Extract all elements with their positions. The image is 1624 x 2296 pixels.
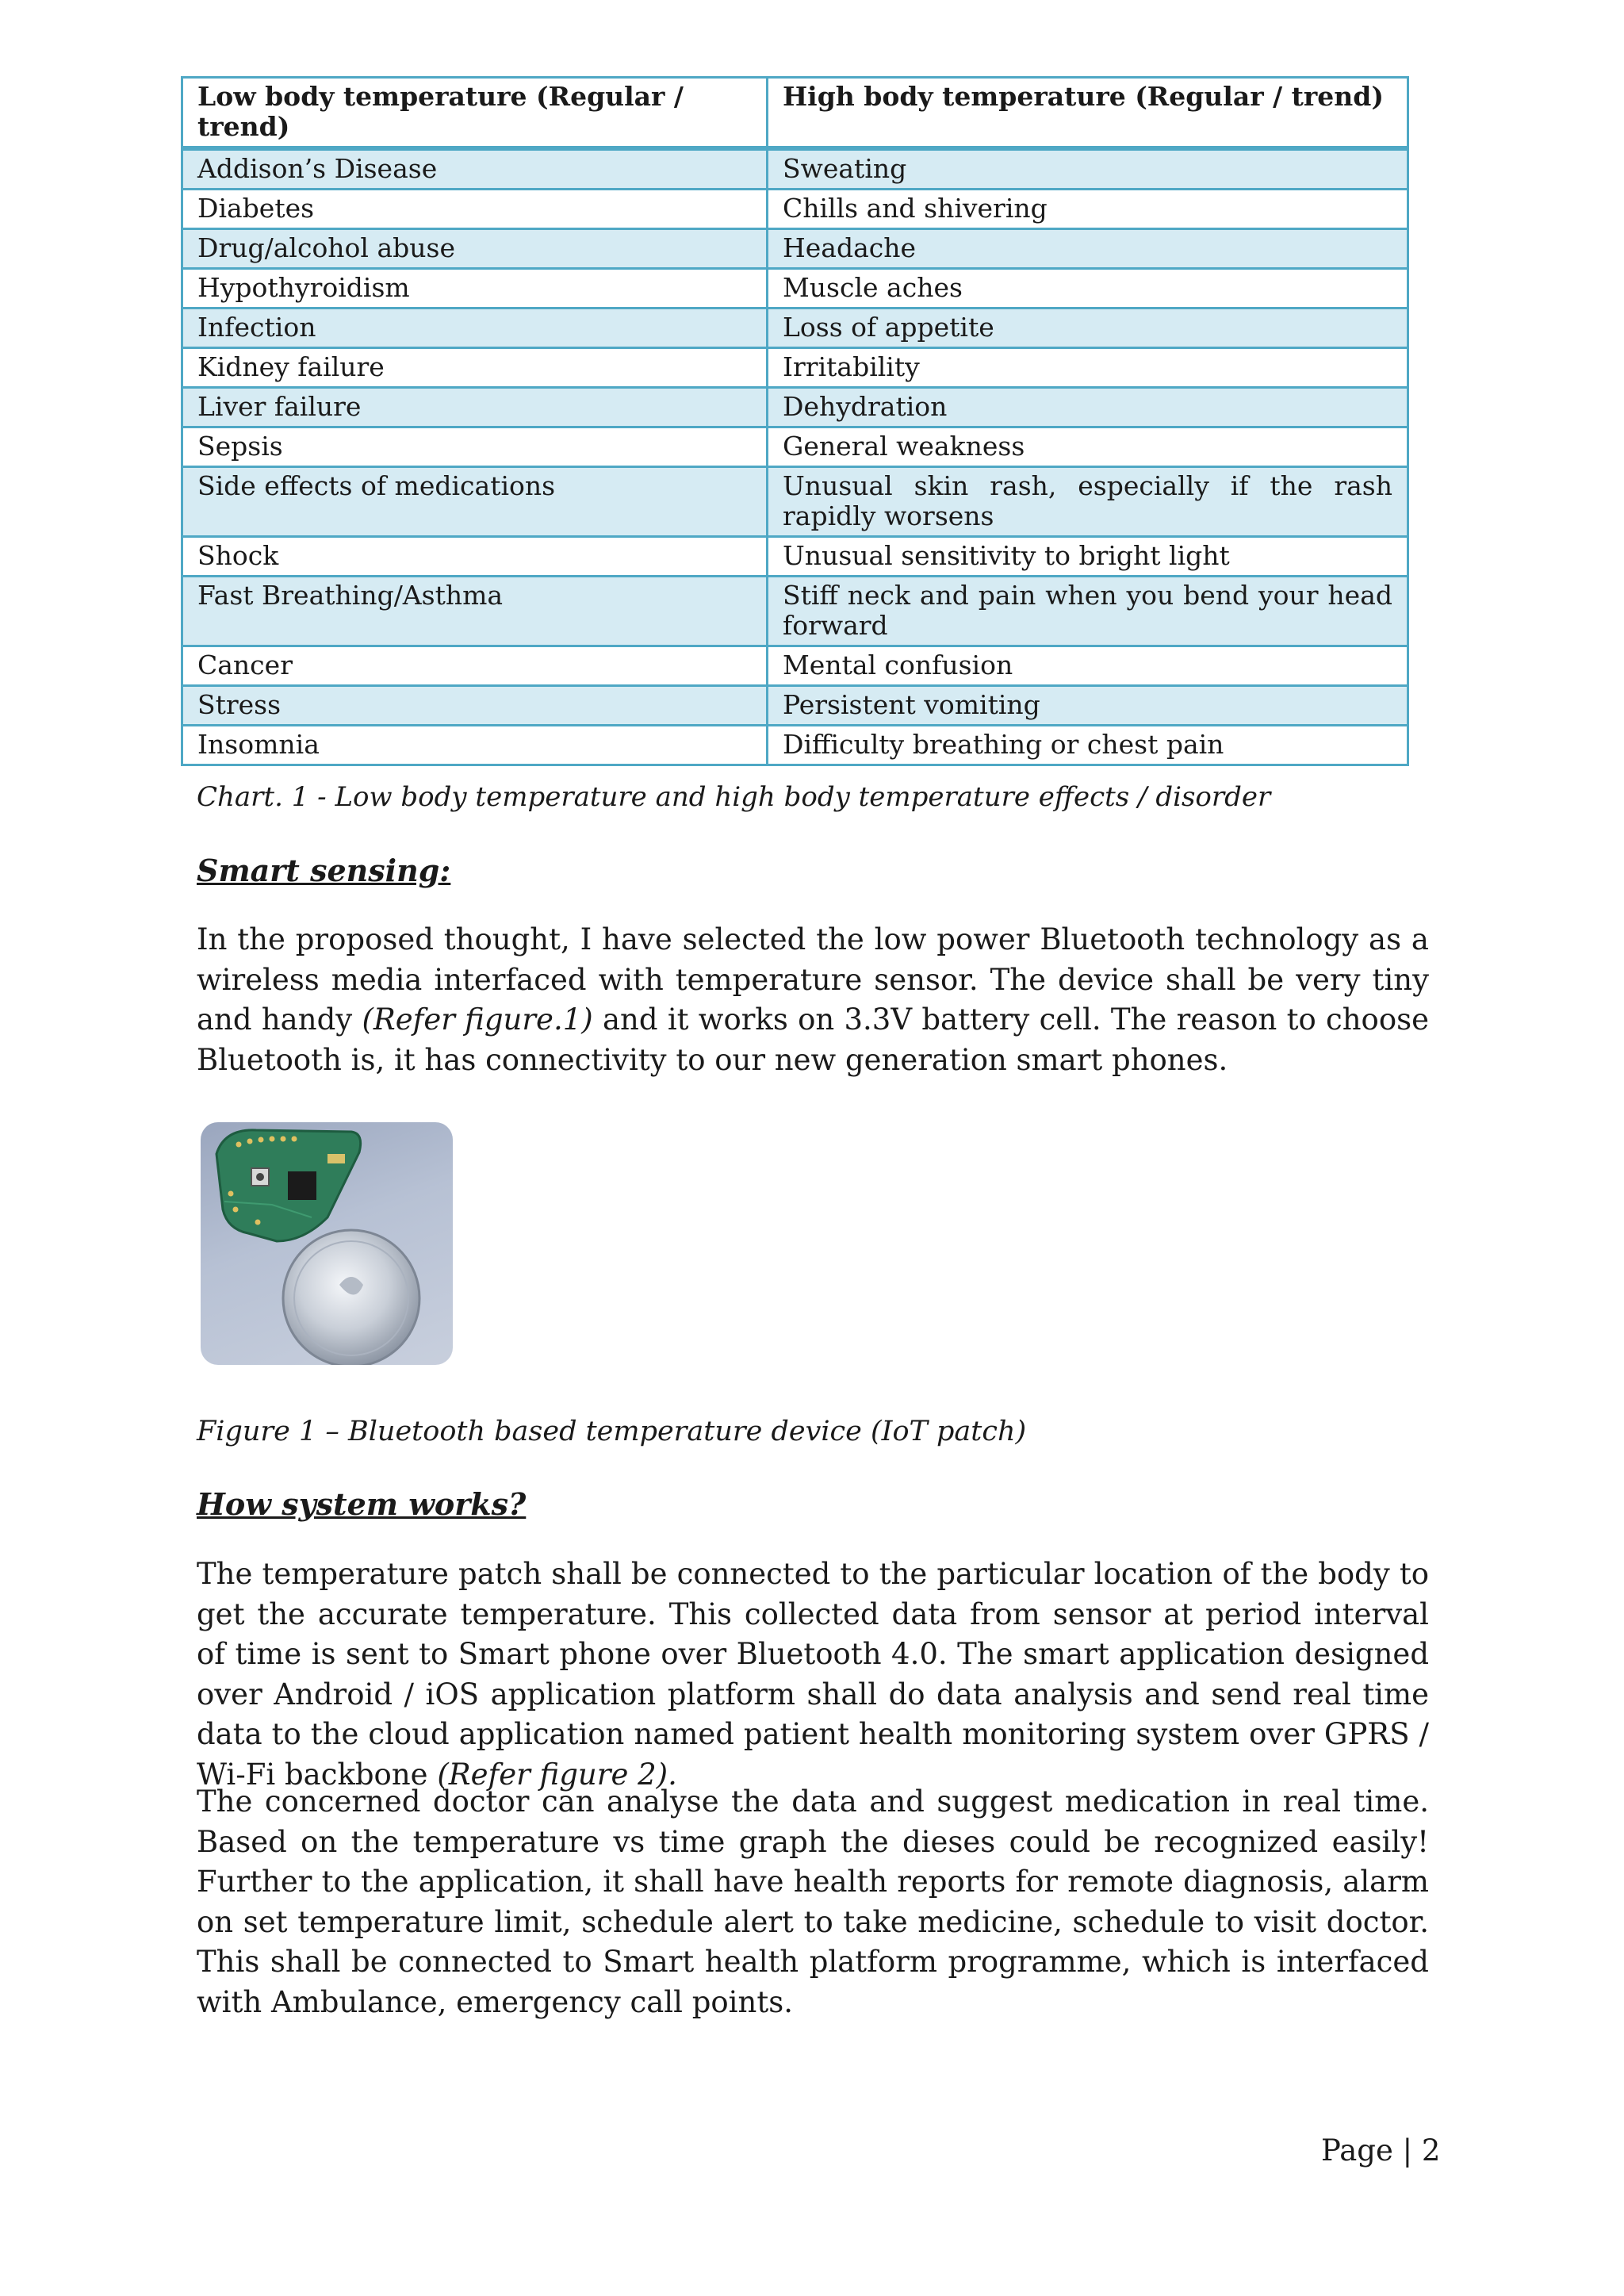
table-header-low: Low body temperature (Regular / trend): [182, 78, 768, 149]
table-row: [182, 686, 1408, 726]
figure-caption: Figure 1 – Bluetooth based temperature device (IoT patch): [197, 1416, 1027, 1447]
table-row: [182, 190, 1408, 229]
figure-reference: (Refer figure 2).: [437, 1757, 677, 1792]
table-caption: Chart. 1 - Low body temperature and high body temperature effects / disorder: [197, 781, 1271, 813]
table-cell: Kidney failure: [182, 348, 768, 388]
table-cell: Persistent vomiting: [768, 686, 1408, 726]
temperature-effects-table: [181, 76, 1409, 766]
device-illustration: [201, 1122, 453, 1365]
table-cell: Difficulty breathing or chest pain: [768, 726, 1408, 765]
table-row: [182, 348, 1408, 388]
table-row: [182, 269, 1408, 309]
paragraph-smart-sensing: [197, 920, 1429, 1080]
table-row: [182, 467, 1408, 537]
table-cell: Sweating: [768, 148, 1408, 190]
table-cell: Unusual sensitivity to bright light: [768, 537, 1408, 577]
paragraph-text: In the proposed thought, I have selected the low power Bluetooth technology as a wireless media interfaced with temperature sensor. The device shall be very tiny and handy: [197, 922, 1429, 1037]
table-row: [182, 309, 1408, 348]
table-cell: Shock: [182, 537, 768, 577]
section-heading-how-system-works: How system works?: [197, 1486, 527, 1522]
table-cell: Hypothyroidism: [182, 269, 768, 309]
table-header-row: [182, 78, 1408, 149]
table-cell: Cancer: [182, 646, 768, 686]
table-cell: Mental confusion: [768, 646, 1408, 686]
table-cell: Infection: [182, 309, 768, 348]
table-cell: Liver failure: [182, 388, 768, 427]
table-cell: Chills and shivering: [768, 190, 1408, 229]
bluetooth-device-photo: [201, 1122, 453, 1365]
table-header-high: High body temperature (Regular / trend): [768, 78, 1408, 149]
table-cell: General weakness: [768, 427, 1408, 467]
temperature-effects-table-container: [181, 76, 1407, 766]
table-cell: Muscle aches: [768, 269, 1408, 309]
table-row: [182, 388, 1408, 427]
table-cell: Sepsis: [182, 427, 768, 467]
table-cell: Side effects of medications: [182, 467, 768, 537]
figure-reference: (Refer figure.1): [362, 1002, 593, 1037]
table-row: [182, 577, 1408, 646]
paragraph-text: The temperature patch shall be connected to the particular location of the body to get the accurate temperature. This collected data from sensor at period interval of time is sent to Smart phone over Bluetooth 4.0. The smart application designed over Android / iOS application platform shall do data analysis and send real time data to the cloud application named patient health monitoring system over GPRS / Wi-Fi backbone: [197, 1557, 1429, 1792]
table-cell: Unusual skin rash, especially if the rash rapidly worsens: [768, 467, 1408, 537]
table-row: [182, 726, 1408, 765]
table-cell: Dehydration: [768, 388, 1408, 427]
paragraph-doctor-analysis: The concerned doctor can analyse the data and suggest medication in real time. Based on the temperature vs time graph the dieses could be recognized easily! Further to the application, it shall have health reports for remote diagnosis, alarm on set temperature limit, schedule alert to take medicine, schedule to visit doctor. This shall be connected to Smart health platform programme, which is interfaced with Ambulance, emergency call points.: [197, 1784, 1429, 2019]
table-cell: Headache: [768, 229, 1408, 269]
table-row: [182, 537, 1408, 577]
table-row: [182, 646, 1408, 686]
table-cell: Insomnia: [182, 726, 768, 765]
paragraph-how-system-works: [197, 1554, 1429, 1795]
table-cell: Diabetes: [182, 190, 768, 229]
table-cell: Stress: [182, 686, 768, 726]
table-cell: Loss of appetite: [768, 309, 1408, 348]
page-number: Page | 2: [1321, 2133, 1441, 2168]
paragraph-text: and it works on 3.3V battery cell. The reason to choose Bluetooth is, it has connectivity to our new generation smart phones.: [197, 1002, 1429, 1077]
table-cell: Drug/alcohol abuse: [182, 229, 768, 269]
table-cell: Addison’s Disease: [182, 148, 768, 190]
table-row: [182, 229, 1408, 269]
table-cell: Fast Breathing/Asthma: [182, 577, 768, 646]
table-cell: Stiff neck and pain when you bend your head forward: [768, 577, 1408, 646]
table-row: [182, 148, 1408, 190]
section-heading-smart-sensing: Smart sensing:: [197, 853, 451, 888]
table-row: [182, 427, 1408, 467]
table-cell: Irritability: [768, 348, 1408, 388]
